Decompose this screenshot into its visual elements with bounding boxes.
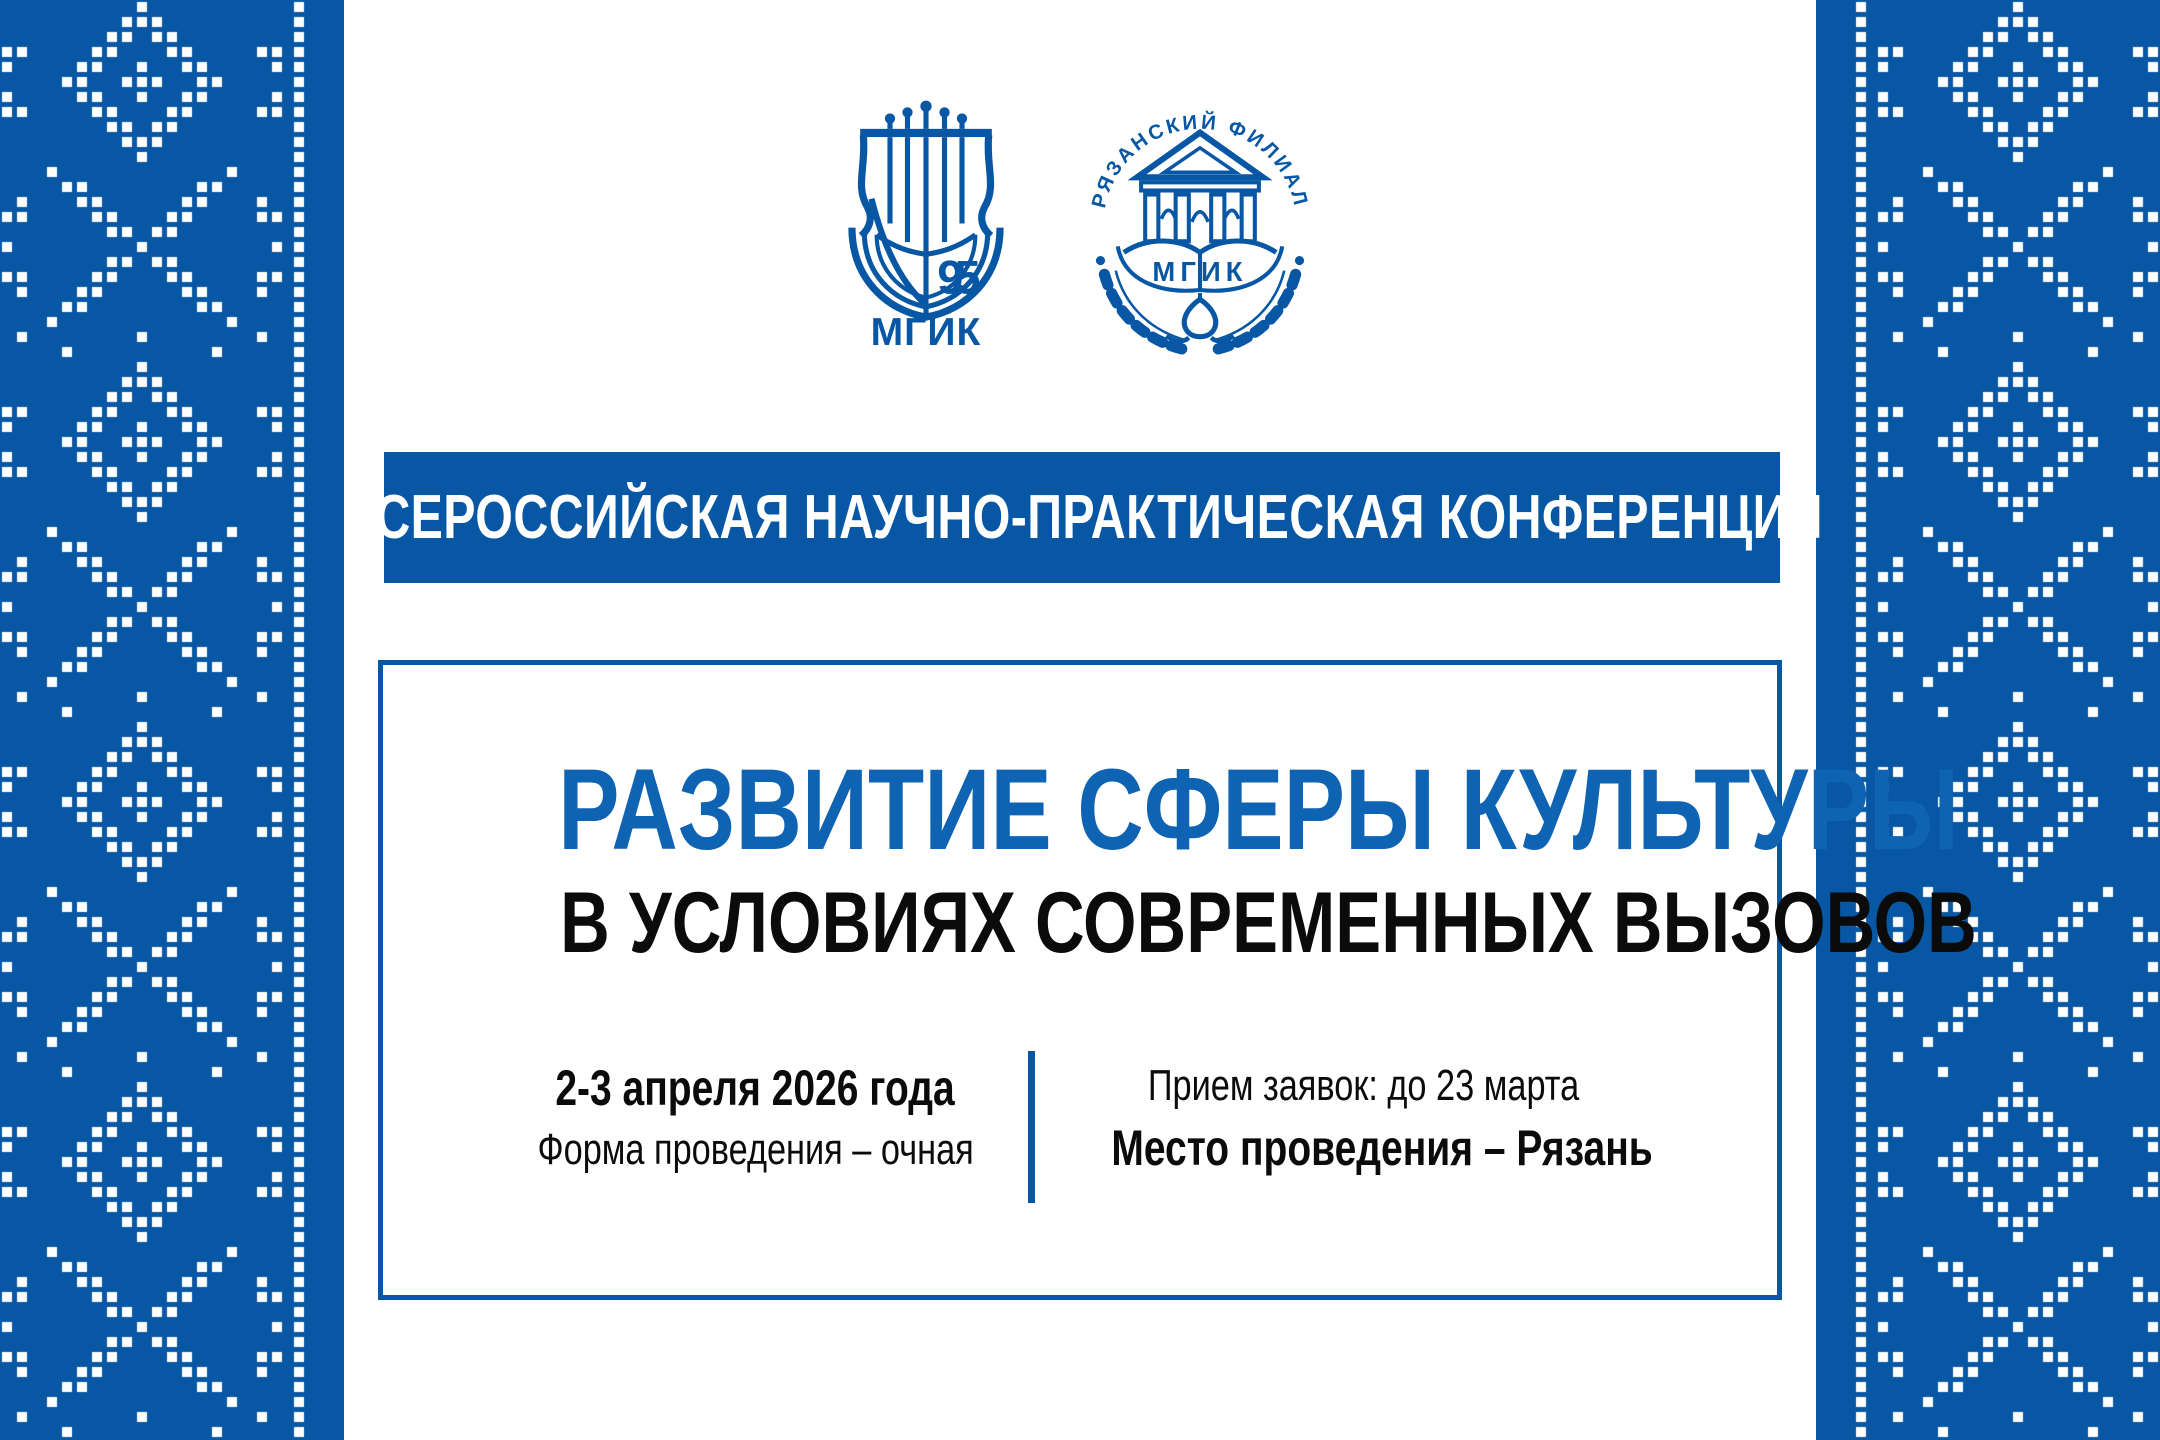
seal-arc-text: РЯЗАНСКИЙ ФИЛИАЛ <box>1088 111 1312 211</box>
conference-dates: 2-3 апреля 2026 года <box>555 1060 956 1116</box>
ornament-pattern-canvas <box>1816 0 2160 1440</box>
ornament-pattern-canvas <box>0 0 344 1440</box>
mgik-anniversary-number: 95 <box>937 251 981 305</box>
seal-book-text: МГИК <box>1152 255 1248 287</box>
title-box <box>378 660 1977 1300</box>
conference-title-line2: В УСЛОВИЯХ СОВРЕМЕННЫХ ВЫЗОВОВ <box>560 875 1977 971</box>
ornament-strip-right <box>1816 0 2160 1440</box>
svg-text:РЯЗАНСКИЙ ФИЛИАЛ <box>1088 110 1312 211</box>
conference-type-text: ВСЕРОССИЙСКАЯ НАУЧНО-ПРАКТИЧЕСКАЯ КОНФЕРЕНЦИЯ <box>341 483 1823 552</box>
mgik-logo-icon <box>842 98 1010 350</box>
application-deadline: Прием заявок: до 23 марта <box>1147 1061 1580 1110</box>
ryazan-branch-seal-icon <box>1082 92 1318 356</box>
conference-type-banner <box>341 452 1823 583</box>
ornament-strip-left <box>0 0 344 1440</box>
details-dates-block <box>433 1051 1078 1179</box>
conference-place: Место проведения – Рязань <box>1111 1120 1653 1176</box>
details-place-block <box>1035 1051 1692 1179</box>
conference-format: Форма проведения – очная <box>537 1125 974 1174</box>
details-divider <box>1028 1051 1035 1203</box>
mgik-logo-caption: МГИК <box>870 310 982 350</box>
conference-title-line1: РАЗВИТИЕ СФЕРЫ КУЛЬТУРЫ <box>558 746 1960 874</box>
